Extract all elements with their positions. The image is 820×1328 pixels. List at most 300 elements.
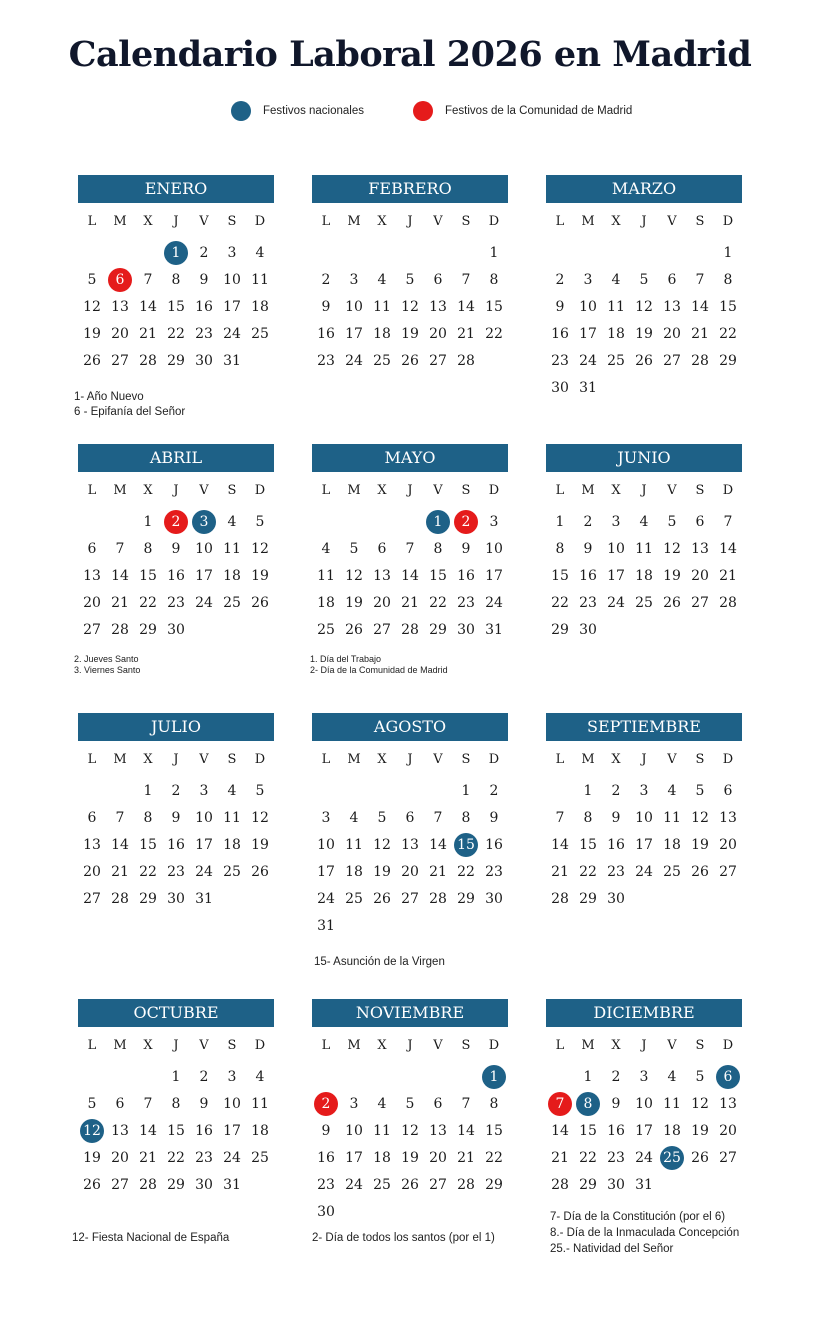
day-number: 10 bbox=[485, 540, 503, 557]
day-number: 6 bbox=[695, 513, 705, 530]
day-cell bbox=[134, 589, 162, 616]
day-number: 5 bbox=[639, 271, 649, 288]
day-cell bbox=[686, 508, 714, 535]
weekday-label: X bbox=[377, 214, 387, 229]
day-number: 26 bbox=[83, 352, 101, 369]
day-number: 15 bbox=[579, 836, 597, 853]
day-number: 28 bbox=[111, 890, 129, 907]
day-number: 22 bbox=[139, 863, 157, 880]
day-cell bbox=[312, 885, 340, 912]
day-cell bbox=[714, 831, 742, 858]
day-number: 10 bbox=[635, 809, 653, 826]
day-cell bbox=[134, 1144, 162, 1171]
day-cell bbox=[340, 831, 368, 858]
weekday-header-row bbox=[312, 750, 508, 770]
day-number: 31 bbox=[485, 621, 503, 638]
legend-regional bbox=[413, 101, 632, 121]
empty-cell bbox=[106, 239, 134, 266]
empty-cell bbox=[368, 1063, 396, 1090]
day-cell bbox=[162, 562, 190, 589]
day-number: 3 bbox=[349, 271, 359, 288]
day-number: 1 bbox=[143, 782, 153, 799]
weekday-label: L bbox=[87, 752, 97, 767]
day-cell bbox=[452, 347, 480, 374]
day-cell bbox=[134, 347, 162, 374]
day-cell bbox=[424, 1171, 452, 1198]
day-number: 1 bbox=[426, 510, 450, 534]
empty-cell bbox=[340, 508, 368, 535]
day-cell bbox=[246, 562, 274, 589]
day-number: 23 bbox=[457, 594, 475, 611]
holiday-note: 25.- Natividad del Señor bbox=[550, 1243, 674, 1255]
day-cell bbox=[602, 535, 630, 562]
day-number: 8 bbox=[489, 1095, 499, 1112]
day-number: 4 bbox=[227, 782, 237, 799]
day-cell bbox=[368, 1090, 396, 1117]
day-number: 11 bbox=[251, 1095, 269, 1112]
day-cell bbox=[630, 347, 658, 374]
national-holiday-dot-icon bbox=[231, 101, 251, 121]
day-cell bbox=[396, 562, 424, 589]
weekday-label: J bbox=[173, 483, 179, 498]
day-cell bbox=[368, 589, 396, 616]
day-number: 20 bbox=[719, 836, 737, 853]
day-number: 6 bbox=[108, 268, 132, 292]
day-cell bbox=[368, 831, 396, 858]
day-cell bbox=[546, 320, 574, 347]
day-number: 20 bbox=[83, 594, 101, 611]
day-number: 25 bbox=[251, 1149, 269, 1166]
day-cell bbox=[246, 831, 274, 858]
day-number: 2 bbox=[611, 782, 621, 799]
day-number: 17 bbox=[635, 1122, 653, 1139]
day-number: 25 bbox=[223, 594, 241, 611]
day-number: 28 bbox=[401, 621, 419, 638]
regional-holiday-dot-icon bbox=[413, 101, 433, 121]
day-number: 10 bbox=[223, 1095, 241, 1112]
empty-cell bbox=[368, 508, 396, 535]
day-cell bbox=[396, 831, 424, 858]
day-number: 8 bbox=[461, 809, 471, 826]
day-cell bbox=[602, 885, 630, 912]
weekday-label: M bbox=[113, 214, 127, 229]
day-number: 16 bbox=[195, 1122, 213, 1139]
day-number: 14 bbox=[691, 298, 709, 315]
month-diciembre bbox=[546, 999, 742, 1198]
day-number: 18 bbox=[223, 567, 241, 584]
day-cell bbox=[602, 1090, 630, 1117]
day-cell bbox=[162, 535, 190, 562]
day-cell bbox=[368, 1171, 396, 1198]
day-cell bbox=[714, 858, 742, 885]
holiday-note: 2- Día de la Comunidad de Madrid bbox=[310, 665, 448, 675]
day-grid bbox=[546, 1063, 742, 1198]
day-cell bbox=[162, 858, 190, 885]
holiday-note: 1- Año Nuevo bbox=[74, 391, 144, 403]
day-number: 21 bbox=[551, 1149, 569, 1166]
day-number: 22 bbox=[579, 863, 597, 880]
day-number: 6 bbox=[405, 809, 415, 826]
day-cell bbox=[658, 1117, 686, 1144]
weekday-header-row bbox=[78, 750, 274, 770]
month-julio bbox=[78, 713, 274, 912]
day-number: 15 bbox=[485, 298, 503, 315]
day-number: 21 bbox=[719, 567, 737, 584]
day-number: 9 bbox=[321, 298, 331, 315]
day-number: 12 bbox=[401, 298, 419, 315]
day-number: 19 bbox=[401, 325, 419, 342]
day-number: 15 bbox=[139, 567, 157, 584]
day-number: 29 bbox=[167, 1176, 185, 1193]
day-cell bbox=[396, 858, 424, 885]
day-number: 16 bbox=[579, 567, 597, 584]
day-number: 24 bbox=[635, 863, 653, 880]
day-grid bbox=[312, 239, 508, 374]
day-cell bbox=[340, 266, 368, 293]
day-number: 8 bbox=[171, 1095, 181, 1112]
day-cell bbox=[658, 508, 686, 535]
day-cell bbox=[246, 858, 274, 885]
day-number: 31 bbox=[223, 1176, 241, 1193]
day-number: 30 bbox=[167, 890, 185, 907]
day-number: 8 bbox=[576, 1092, 600, 1116]
day-cell bbox=[246, 1063, 274, 1090]
day-number: 5 bbox=[255, 513, 265, 530]
day-number: 6 bbox=[433, 271, 443, 288]
day-number: 12 bbox=[635, 298, 653, 315]
day-number: 25 bbox=[660, 1146, 684, 1170]
day-number: 4 bbox=[349, 809, 359, 826]
day-cell bbox=[630, 804, 658, 831]
day-cell bbox=[658, 347, 686, 374]
day-cell bbox=[714, 1117, 742, 1144]
day-cell bbox=[312, 804, 340, 831]
weekday-label: L bbox=[555, 1038, 565, 1053]
day-cell bbox=[602, 293, 630, 320]
weekday-label: X bbox=[377, 752, 387, 767]
empty-cell bbox=[396, 239, 424, 266]
day-cell bbox=[78, 347, 106, 374]
day-cell-regional-holiday bbox=[452, 508, 480, 535]
day-number: 23 bbox=[551, 352, 569, 369]
day-cell bbox=[312, 1198, 340, 1225]
day-cell bbox=[658, 858, 686, 885]
day-cell bbox=[480, 616, 508, 643]
day-cell bbox=[424, 562, 452, 589]
empty-cell bbox=[78, 239, 106, 266]
day-number: 27 bbox=[373, 621, 391, 638]
day-number: 29 bbox=[457, 890, 475, 907]
day-number: 20 bbox=[663, 325, 681, 342]
day-cell bbox=[424, 266, 452, 293]
day-number: 27 bbox=[429, 1176, 447, 1193]
empty-cell bbox=[658, 239, 686, 266]
day-number: 26 bbox=[251, 594, 269, 611]
day-cell bbox=[686, 1090, 714, 1117]
day-number: 4 bbox=[377, 271, 387, 288]
holiday-note: 6 - Epifanía del Señor bbox=[74, 406, 186, 418]
day-cell bbox=[546, 508, 574, 535]
day-cell bbox=[546, 885, 574, 912]
day-cell-national-holiday bbox=[78, 1117, 106, 1144]
day-cell bbox=[162, 616, 190, 643]
holiday-note: 2- Día de todos los santos (por el 1) bbox=[312, 1232, 495, 1244]
day-cell bbox=[218, 1144, 246, 1171]
day-number: 12 bbox=[691, 809, 709, 826]
day-number: 26 bbox=[401, 352, 419, 369]
empty-cell bbox=[396, 1063, 424, 1090]
day-cell bbox=[78, 293, 106, 320]
day-cell bbox=[424, 1117, 452, 1144]
day-number: 22 bbox=[167, 325, 185, 342]
day-number: 15 bbox=[719, 298, 737, 315]
day-cell bbox=[78, 266, 106, 293]
day-number: 10 bbox=[223, 271, 241, 288]
day-cell bbox=[480, 239, 508, 266]
weekday-label: S bbox=[695, 752, 705, 767]
day-number: 8 bbox=[433, 540, 443, 557]
day-cell bbox=[574, 616, 602, 643]
weekday-label: V bbox=[433, 214, 443, 229]
day-cell bbox=[686, 535, 714, 562]
day-number: 18 bbox=[663, 1122, 681, 1139]
day-number: 26 bbox=[251, 863, 269, 880]
day-number: 30 bbox=[167, 621, 185, 638]
day-number: 21 bbox=[691, 325, 709, 342]
day-cell bbox=[190, 1144, 218, 1171]
day-cell bbox=[134, 831, 162, 858]
day-cell bbox=[424, 347, 452, 374]
day-cell bbox=[714, 239, 742, 266]
day-cell bbox=[246, 1117, 274, 1144]
day-cell bbox=[368, 562, 396, 589]
day-number: 29 bbox=[139, 621, 157, 638]
weekday-label: X bbox=[377, 483, 387, 498]
weekday-header-row bbox=[546, 750, 742, 770]
day-number: 3 bbox=[199, 782, 209, 799]
day-number: 2 bbox=[314, 1092, 338, 1116]
empty-cell bbox=[546, 239, 574, 266]
day-cell bbox=[602, 508, 630, 535]
day-number: 9 bbox=[461, 540, 471, 557]
empty-cell bbox=[368, 777, 396, 804]
day-number: 29 bbox=[719, 352, 737, 369]
day-number: 21 bbox=[111, 863, 129, 880]
day-cell bbox=[246, 777, 274, 804]
day-cell bbox=[424, 885, 452, 912]
day-cell bbox=[312, 858, 340, 885]
weekday-label: J bbox=[407, 1038, 413, 1053]
day-cell bbox=[480, 858, 508, 885]
day-number: 17 bbox=[579, 325, 597, 342]
day-number: 30 bbox=[607, 890, 625, 907]
day-cell bbox=[162, 1063, 190, 1090]
day-number: 25 bbox=[317, 621, 335, 638]
day-cell bbox=[312, 320, 340, 347]
day-cell bbox=[630, 589, 658, 616]
day-number: 15 bbox=[167, 298, 185, 315]
day-number: 9 bbox=[555, 298, 565, 315]
day-number: 13 bbox=[111, 298, 129, 315]
day-number: 13 bbox=[373, 567, 391, 584]
empty-cell bbox=[452, 239, 480, 266]
day-number: 12 bbox=[251, 540, 269, 557]
day-number: 3 bbox=[611, 513, 621, 530]
day-number: 19 bbox=[691, 1122, 709, 1139]
day-cell bbox=[452, 858, 480, 885]
day-number: 4 bbox=[255, 244, 265, 261]
day-cell bbox=[574, 562, 602, 589]
day-cell bbox=[424, 320, 452, 347]
day-cell bbox=[246, 239, 274, 266]
day-number: 2 bbox=[199, 244, 209, 261]
day-number: 4 bbox=[639, 513, 649, 530]
weekday-label: S bbox=[461, 483, 471, 498]
day-number: 20 bbox=[401, 863, 419, 880]
day-number: 9 bbox=[199, 271, 209, 288]
day-number: 21 bbox=[429, 863, 447, 880]
day-cell bbox=[396, 293, 424, 320]
month-header: SEPTIEMBRE bbox=[546, 713, 742, 741]
day-cell bbox=[246, 1090, 274, 1117]
day-number: 4 bbox=[377, 1095, 387, 1112]
month-header: ABRIL bbox=[78, 444, 274, 472]
day-number: 20 bbox=[111, 1149, 129, 1166]
holiday-note: 7- Día de la Constitución (por el 6) bbox=[550, 1211, 726, 1223]
day-cell bbox=[630, 535, 658, 562]
day-number: 2 bbox=[555, 271, 565, 288]
day-cell bbox=[658, 320, 686, 347]
day-number: 24 bbox=[223, 325, 241, 342]
weekday-label: V bbox=[199, 1038, 209, 1053]
day-number: 24 bbox=[345, 1176, 363, 1193]
day-cell bbox=[368, 347, 396, 374]
empty-cell bbox=[340, 239, 368, 266]
day-cell bbox=[340, 562, 368, 589]
day-number: 18 bbox=[635, 567, 653, 584]
month-junio bbox=[546, 444, 742, 643]
day-number: 13 bbox=[401, 836, 419, 853]
day-number: 11 bbox=[373, 298, 391, 315]
day-cell bbox=[686, 1063, 714, 1090]
weekday-header-row bbox=[546, 481, 742, 501]
holiday-notes-abril bbox=[74, 654, 140, 676]
weekday-label: M bbox=[347, 483, 361, 498]
day-cell bbox=[368, 266, 396, 293]
day-cell bbox=[602, 266, 630, 293]
day-cell bbox=[630, 831, 658, 858]
weekday-label: M bbox=[581, 483, 595, 498]
day-cell bbox=[312, 912, 340, 939]
day-number: 22 bbox=[579, 1149, 597, 1166]
weekday-label: L bbox=[321, 214, 331, 229]
weekday-label: X bbox=[143, 483, 153, 498]
day-number: 15 bbox=[454, 833, 478, 857]
day-cell bbox=[714, 535, 742, 562]
day-number: 25 bbox=[635, 594, 653, 611]
day-number: 27 bbox=[401, 890, 419, 907]
day-number: 5 bbox=[695, 782, 705, 799]
day-cell bbox=[658, 293, 686, 320]
day-cell bbox=[190, 1171, 218, 1198]
day-cell bbox=[452, 293, 480, 320]
day-number: 10 bbox=[345, 1122, 363, 1139]
day-cell bbox=[630, 1171, 658, 1198]
day-number: 27 bbox=[719, 863, 737, 880]
day-cell bbox=[340, 804, 368, 831]
day-number: 13 bbox=[719, 1095, 737, 1112]
day-cell bbox=[106, 1090, 134, 1117]
holiday-notes-noviembre bbox=[312, 1231, 495, 1246]
day-number: 23 bbox=[195, 325, 213, 342]
weekday-label: V bbox=[667, 1038, 677, 1053]
day-number: 28 bbox=[139, 352, 157, 369]
day-cell bbox=[312, 347, 340, 374]
day-cell bbox=[218, 777, 246, 804]
day-cell bbox=[714, 589, 742, 616]
day-cell bbox=[424, 293, 452, 320]
day-cell bbox=[602, 320, 630, 347]
day-cell bbox=[340, 589, 368, 616]
day-number: 7 bbox=[405, 540, 415, 557]
day-number: 1 bbox=[723, 244, 733, 261]
day-number: 11 bbox=[635, 540, 653, 557]
day-number: 10 bbox=[195, 540, 213, 557]
day-cell bbox=[106, 885, 134, 912]
weekday-label: D bbox=[488, 483, 500, 498]
day-cell bbox=[686, 1117, 714, 1144]
day-cell bbox=[218, 858, 246, 885]
month-header: ENERO bbox=[78, 175, 274, 203]
empty-cell bbox=[396, 508, 424, 535]
day-cell bbox=[452, 562, 480, 589]
day-number: 12 bbox=[373, 836, 391, 853]
day-number: 18 bbox=[223, 836, 241, 853]
weekday-label: D bbox=[722, 1038, 734, 1053]
weekday-label: X bbox=[611, 1038, 621, 1053]
day-cell bbox=[78, 885, 106, 912]
day-number: 17 bbox=[195, 567, 213, 584]
day-cell bbox=[452, 589, 480, 616]
day-cell bbox=[546, 1144, 574, 1171]
day-cell bbox=[396, 266, 424, 293]
day-cell bbox=[658, 1063, 686, 1090]
day-number: 25 bbox=[251, 325, 269, 342]
weekday-label: D bbox=[722, 214, 734, 229]
day-number: 23 bbox=[317, 352, 335, 369]
day-number: 15 bbox=[167, 1122, 185, 1139]
day-number: 22 bbox=[719, 325, 737, 342]
day-cell bbox=[546, 535, 574, 562]
holiday-note: 8.- Día de la Inmaculada Concepción bbox=[550, 1227, 740, 1239]
day-cell bbox=[602, 1063, 630, 1090]
day-cell bbox=[218, 1171, 246, 1198]
day-cell bbox=[574, 508, 602, 535]
day-number: 29 bbox=[551, 621, 569, 638]
day-number: 30 bbox=[579, 621, 597, 638]
day-number: 14 bbox=[551, 1122, 569, 1139]
day-number: 17 bbox=[607, 567, 625, 584]
day-number: 29 bbox=[579, 890, 597, 907]
day-cell bbox=[396, 616, 424, 643]
day-number: 19 bbox=[373, 863, 391, 880]
day-number: 22 bbox=[429, 594, 447, 611]
day-number: 24 bbox=[635, 1149, 653, 1166]
day-cell bbox=[602, 831, 630, 858]
day-number: 9 bbox=[171, 809, 181, 826]
day-cell bbox=[452, 885, 480, 912]
day-number: 1 bbox=[489, 244, 499, 261]
